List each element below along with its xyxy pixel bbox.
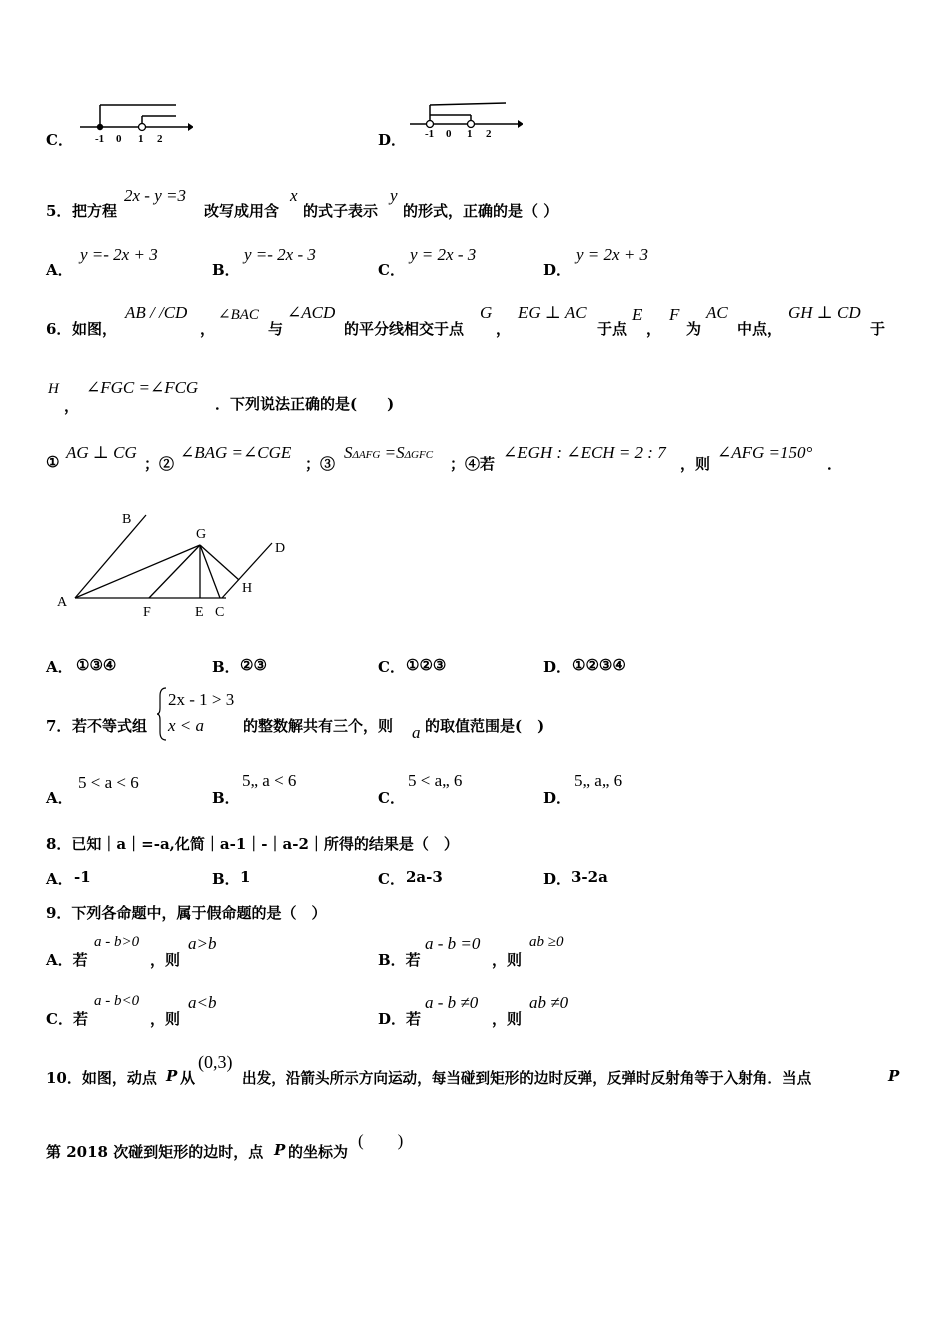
q6-statement-2: ∠BAG =∠CGE xyxy=(180,443,292,462)
q9-option-c-then: ，则 xyxy=(150,1010,181,1028)
q8-option-a-label: A． xyxy=(46,870,73,888)
q5-option-c-label: C． xyxy=(378,261,405,279)
q5-option-d-label: D． xyxy=(543,261,572,279)
q10-point-p: P xyxy=(274,1141,286,1159)
q9-option-a-res: a>b xyxy=(188,934,217,953)
label-h: H xyxy=(242,581,253,596)
q6-math: ∠BAC xyxy=(218,307,259,323)
q7-option-d: 5„ a„ 6 xyxy=(574,771,623,790)
q6-option-b-label: B． xyxy=(212,658,240,676)
q5-option-a-label: A． xyxy=(46,261,73,279)
q7-text: 的整数解共有三个，则 xyxy=(243,717,394,735)
q6-option-a-label: A． xyxy=(46,658,73,676)
q6-text: ．下列说法正确的是( ) xyxy=(215,395,395,413)
tick-label: 0 xyxy=(116,133,122,145)
q6-math: ∠FGC =∠FCG xyxy=(86,378,199,397)
q6-math: GH ⊥ CD xyxy=(788,303,861,322)
q6-math: G xyxy=(480,303,493,322)
q6-option-d-label: D． xyxy=(543,658,572,676)
label-g: G xyxy=(196,527,207,542)
q4-option-d-label: D． xyxy=(378,131,407,149)
tick-label: -1 xyxy=(425,128,435,140)
q6-option-a: ①③④ xyxy=(76,656,117,674)
q10-answer-blank: ( ) xyxy=(358,1131,404,1150)
q6-text: 于 xyxy=(870,320,886,338)
q7-option-c: 5 < a„ 6 xyxy=(408,771,463,790)
q5-text: 的形式，正确的是（ ） xyxy=(403,202,559,220)
q7-option-b-label: B． xyxy=(212,789,240,807)
label-c: C xyxy=(215,605,225,620)
q4-option-d-number-line xyxy=(408,97,523,142)
q5-text: 把方程 xyxy=(72,202,118,220)
q6-text: ， xyxy=(646,320,662,338)
q10-point-p: P xyxy=(888,1067,900,1085)
q9-option-b-label: B．若 xyxy=(378,951,421,969)
q7-option-b: 5„ a < 6 xyxy=(242,771,297,790)
q6-text: ，则 xyxy=(680,455,711,473)
tick-label: 1 xyxy=(467,128,473,140)
q7-option-d-label: D． xyxy=(543,789,572,807)
q10-start-coord: (0,3) xyxy=(198,1052,233,1072)
q7-var-a: a xyxy=(412,723,421,742)
q5-var-x: x xyxy=(290,186,298,205)
q6-text: ． xyxy=(827,455,843,473)
q6-option-d: ①②③④ xyxy=(572,656,626,674)
q6-statement-1-marker: ① xyxy=(46,453,60,471)
q7-brace xyxy=(156,686,168,742)
q8-option-c-label: C． xyxy=(378,870,405,888)
q9-option-b-res: ab ≥0 xyxy=(529,934,564,950)
q9-option-a-label: A．若 xyxy=(46,951,88,969)
q8-option-b-label: B． xyxy=(212,870,240,888)
q6-geometry-figure xyxy=(50,505,300,630)
q10-text: 从 xyxy=(180,1069,196,1087)
q5-text: 的式子表示 xyxy=(303,202,379,220)
q6-math: EG ⊥ AC xyxy=(518,303,587,322)
q5-option-b: y =- 2x - 3 xyxy=(244,245,316,264)
q6-text: ；② xyxy=(144,455,175,473)
q6-statement-1: AG ⊥ CG xyxy=(66,443,137,462)
q5-text: 改写成用含 xyxy=(204,202,280,220)
q8-option-c: 2a-3 xyxy=(406,868,443,886)
q5-var-y: y xyxy=(390,186,398,205)
q7-option-a: 5 < a < 6 xyxy=(78,773,139,792)
q6-statement-4-cond: ∠EGH : ∠ECH = 2 : 7 xyxy=(503,443,666,462)
q9-option-b-then: ，则 xyxy=(492,951,523,969)
q5-equation: 2x - y =3 xyxy=(124,186,186,205)
q7-text: 若不等式组 xyxy=(72,717,148,735)
q6-math: AB / /CD xyxy=(125,303,188,322)
q9-option-b-cond: a - b =0 xyxy=(425,934,481,953)
q9-option-d-label: D．若 xyxy=(378,1010,422,1028)
q6-text: ；③ xyxy=(305,455,336,473)
q9-option-d-res: ab ≠0 xyxy=(529,993,569,1012)
q8-option-b: 1 xyxy=(240,868,251,886)
q6-text: ， xyxy=(496,320,512,338)
q7-number: 7． xyxy=(46,717,72,735)
q6-statement-4-result: ∠AFG =150° xyxy=(717,443,813,462)
q6-math: AC xyxy=(706,303,728,322)
q6-math: F xyxy=(669,305,680,324)
q6-text: ， xyxy=(64,397,80,415)
q6-math: ∠ACD xyxy=(287,303,336,322)
label-f: F xyxy=(143,605,151,620)
q10-point-p: P xyxy=(166,1067,178,1085)
label-b: B xyxy=(122,512,132,527)
q5-option-d: y = 2x + 3 xyxy=(576,245,649,264)
q6-math: E xyxy=(632,305,643,324)
q7-system-line-2: x < a xyxy=(168,716,205,735)
q9-option-d-cond: a - b ≠0 xyxy=(425,993,479,1012)
q6-text: ；④若 xyxy=(450,455,496,473)
q9-option-a-cond: a - b>0 xyxy=(94,934,140,950)
tick-label: 0 xyxy=(446,128,452,140)
q5-option-c: y = 2x - 3 xyxy=(410,245,477,264)
q7-system-line-1: 2x - 1 > 3 xyxy=(168,690,235,709)
q4-option-c-label: C． xyxy=(46,131,73,149)
q10-text: 10．如图，动点 xyxy=(46,1069,157,1087)
q6-option-c: ①②③ xyxy=(406,656,447,674)
q9-option-a-then: ，则 xyxy=(150,951,181,969)
label-a: A xyxy=(57,595,68,610)
q6-text: ， xyxy=(200,320,216,338)
q6-text: 于点 xyxy=(597,320,628,338)
tick-label: 2 xyxy=(157,133,163,145)
q8-stem: 8．已知｜a｜=-a,化简｜a-1｜-｜a-2｜所得的结果是（ ） xyxy=(46,835,459,853)
q5-option-a: y =- 2x + 3 xyxy=(80,245,158,264)
q6-text: 为 xyxy=(686,320,702,338)
q6-text: 如图， xyxy=(72,320,118,338)
q6-option-b: ②③ xyxy=(240,656,267,674)
q5-number: 5． xyxy=(46,202,72,220)
q9-stem: 9．下列各命题中，属于假命题的是（ ） xyxy=(46,904,327,922)
q6-statement-3: SΔAFG =SΔGFC xyxy=(344,443,434,462)
q8-option-d: 3-2a xyxy=(571,868,608,886)
q10-text: 出发，沿箭头所示方向运动，每当碰到矩形的边时反弹，反弹时反射角等于入射角．当点 xyxy=(242,1070,812,1087)
q9-option-c-cond: a - b<0 xyxy=(94,993,140,1009)
q6-text: 中点， xyxy=(737,320,783,338)
q6-math: H xyxy=(48,381,59,397)
q8-option-d-label: D． xyxy=(543,870,572,888)
q9-option-d-then: ，则 xyxy=(492,1010,523,1028)
q7-option-a-label: A． xyxy=(46,789,73,807)
tick-label: 1 xyxy=(138,133,144,145)
tick-label: -1 xyxy=(95,133,105,145)
q7-option-c-label: C． xyxy=(378,789,405,807)
q5-option-b-label: B． xyxy=(212,261,240,279)
q6-number: 6． xyxy=(46,320,72,338)
q8-option-a: -1 xyxy=(74,868,91,886)
tick-label: 2 xyxy=(486,128,492,140)
q9-option-c-label: C．若 xyxy=(46,1010,88,1028)
q4-option-c-number-line xyxy=(78,100,193,145)
q10-text: 的坐标为 xyxy=(288,1143,349,1161)
label-e: E xyxy=(195,605,204,620)
label-d: D xyxy=(275,541,286,556)
q9-option-c-res: a<b xyxy=(188,993,217,1012)
q6-option-c-label: C． xyxy=(378,658,405,676)
q6-text: 的平分线相交于点 xyxy=(344,320,465,338)
q6-text: 与 xyxy=(268,320,284,338)
q7-text: 的取值范围是( ) xyxy=(425,717,545,735)
q10-text: 第 2018 次碰到矩形的边时，点 xyxy=(46,1143,264,1161)
